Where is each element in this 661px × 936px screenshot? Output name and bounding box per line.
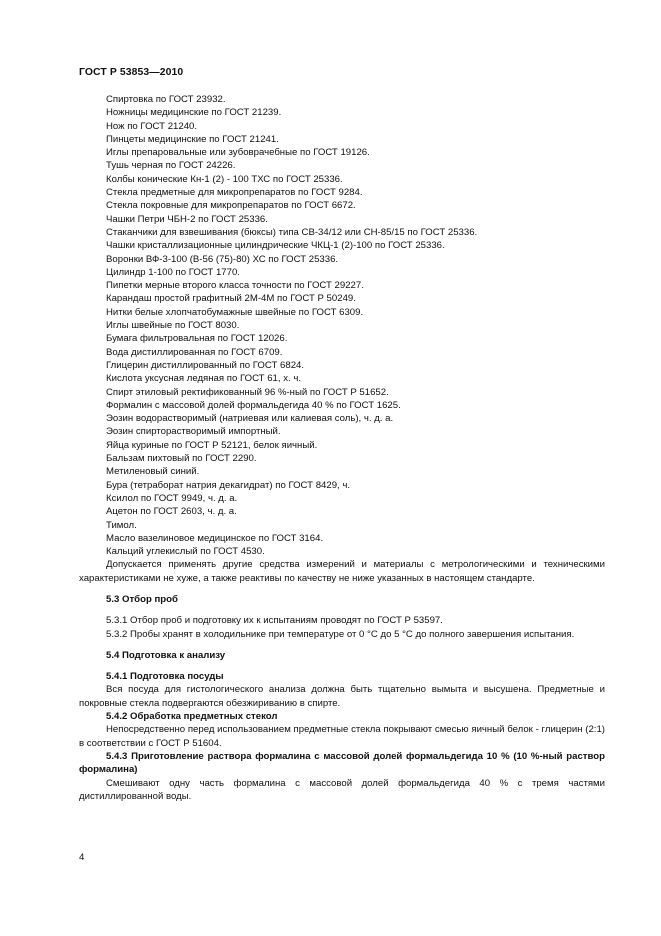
subsection-heading-5-4-2: 5.4.2 Обработка предметных стекол [106, 711, 278, 723]
material-list-item: Метиленовый синий. [106, 466, 200, 478]
material-list-item: Чашки Петри ЧБН-2 по ГОСТ 25336. [106, 213, 268, 225]
material-list-item: Нитки белые хлопчатобумажные швейные по ГОСТ 6309. [106, 306, 364, 318]
material-list-item: Карандаш простой графитный 2М-4М по ГОСТ Р 50249. [106, 293, 356, 305]
material-list-item: Бальзам пихтовый по ГОСТ 2290. [106, 453, 257, 465]
material-list-item: Ацетон по ГОСТ 2603, ч. д. а. [106, 506, 237, 518]
page-content [79, 93, 605, 803]
material-list-item: Глицерин дистиллированный по ГОСТ 6824. [106, 359, 305, 371]
section-heading-5-4: 5.4 Подготовка к анализу [106, 649, 226, 661]
materials-list [79, 93, 605, 558]
paragraph-5-3-2: 5.3.2 Пробы хранят в холодильнике при температуре от 0 °С до 5 °С до полного завершения испытания. [106, 628, 575, 640]
subsection-heading-5-4-1: 5.4.1 Подготовка посуды [106, 671, 224, 683]
material-list-item: Спирт этиловый ректификованный 96 %-ный по ГОСТ Р 51652. [106, 386, 389, 398]
material-list-item: Стекла покровные для микропрепаратов по ГОСТ 6672. [106, 200, 356, 212]
material-list-item: Пинцеты медицинские по ГОСТ 21241. [106, 133, 279, 145]
page-number: 4 [79, 852, 85, 863]
material-list-item: Бумага фильтровальная по ГОСТ 12026. [106, 333, 288, 345]
material-list-item: Кальций углекислый по ГОСТ 4530. [106, 546, 265, 558]
section-heading-5-3: 5.3 Отбор проб [106, 593, 178, 605]
material-list-item: Колбы конические Кн-1 (2) - 100 ТХС по ГОСТ 25336. [106, 173, 343, 185]
material-list-item: Вода дистиллированная по ГОСТ 6709. [106, 346, 283, 358]
material-list-item: Спиртовка по ГОСТ 23932. [106, 94, 226, 105]
material-list-item: Цилиндр 1-100 по ГОСТ 1770. [106, 266, 240, 278]
material-list-item: Кислота уксусная ледяная по ГОСТ 61, х. ч. [106, 373, 301, 385]
paragraph-5-4-1: Вся посуда для гистологического анализа должна быть тщательно вымыта и высушена. Предметные и покровные стекла подвергаются обезжириванию в спирте. [79, 684, 605, 709]
paragraph-5-4-2: Непосредственно перед использованием предметные стекла покрывают смесью яичный белок - глицерин (2:1) в соответствии с ГОСТ Р 51604. [79, 724, 605, 749]
material-list-item: Яйца куриные по ГОСТ Р 52121, белок яичный. [106, 439, 318, 451]
material-list-item: Иглы швейные по ГОСТ 8030. [106, 320, 240, 332]
material-list-item: Формалин с массовой долей формальдегида 40 % по ГОСТ 1625. [106, 399, 401, 411]
paragraph-5-3-1: 5.3.1 Отбор проб и подготовку их к испытаниям проводят по ГОСТ Р 53597. [106, 615, 443, 627]
material-list-item: Тушь черная по ГОСТ 24226. [106, 160, 236, 172]
material-list-item: Эозин водорастворимый (натриевая или калиевая соль), ч. д. а. [106, 413, 394, 425]
document-header: ГОСТ Р 53853—2010 [79, 67, 184, 78]
material-list-item: Иглы препаровальные или зубоврачебные по ГОСТ 19126. [106, 147, 370, 159]
material-list-item: Ксилол по ГОСТ 9949, ч. д. а. [106, 492, 238, 504]
material-list-item: Эозин спирторастворимый импортный. [106, 426, 281, 438]
material-list-item: Бура (тетраборат натрия декагидрат) по ГОСТ 8429, ч. [106, 479, 351, 491]
material-list-item: Тимол. [106, 519, 137, 531]
material-list-item: Стекла предметные для микропрепаратов по ГОСТ 9284. [106, 187, 363, 199]
paragraph-alternatives: Допускается применять другие средства измерений и материалы с метрологическими и техническими характеристиками не хуже, а также реактивы по качеству не ниже указанных в настоящем стандарте. [79, 559, 605, 584]
material-list-item: Стаканчики для взвешивания (бюксы) типа СВ-34/12 или СН-85/15 по ГОСТ 25336. [106, 226, 478, 238]
material-list-item: Ножницы медицинские по ГОСТ 21239. [106, 107, 282, 119]
material-list-item: Нож по ГОСТ 21240. [106, 120, 198, 132]
material-list-item: Чашки кристаллизационные цилиндрические ЧКЦ-1 (2)-100 по ГОСТ 25336. [106, 240, 445, 252]
material-list-item: Воронки ВФ-3-100 (В-56 (75)-80) ХС по ГОСТ 25336. [106, 253, 339, 265]
material-list-item: Масло вазелиновое медицинское по ГОСТ 3164. [106, 532, 324, 544]
paragraph-5-4-3: Смешивают одну часть формалина с массовой долей формальдегида 40 % с тремя частями дистиллированной воды. [79, 777, 605, 802]
material-list-item: Пипетки мерные второго класса точности по ГОСТ 29227. [106, 280, 364, 292]
subsection-heading-5-4-3: 5.4.3 Приготовление раствора формалина с массовой долей формальдегида 10 % (10 %-ный раствор формалина) [79, 750, 605, 776]
